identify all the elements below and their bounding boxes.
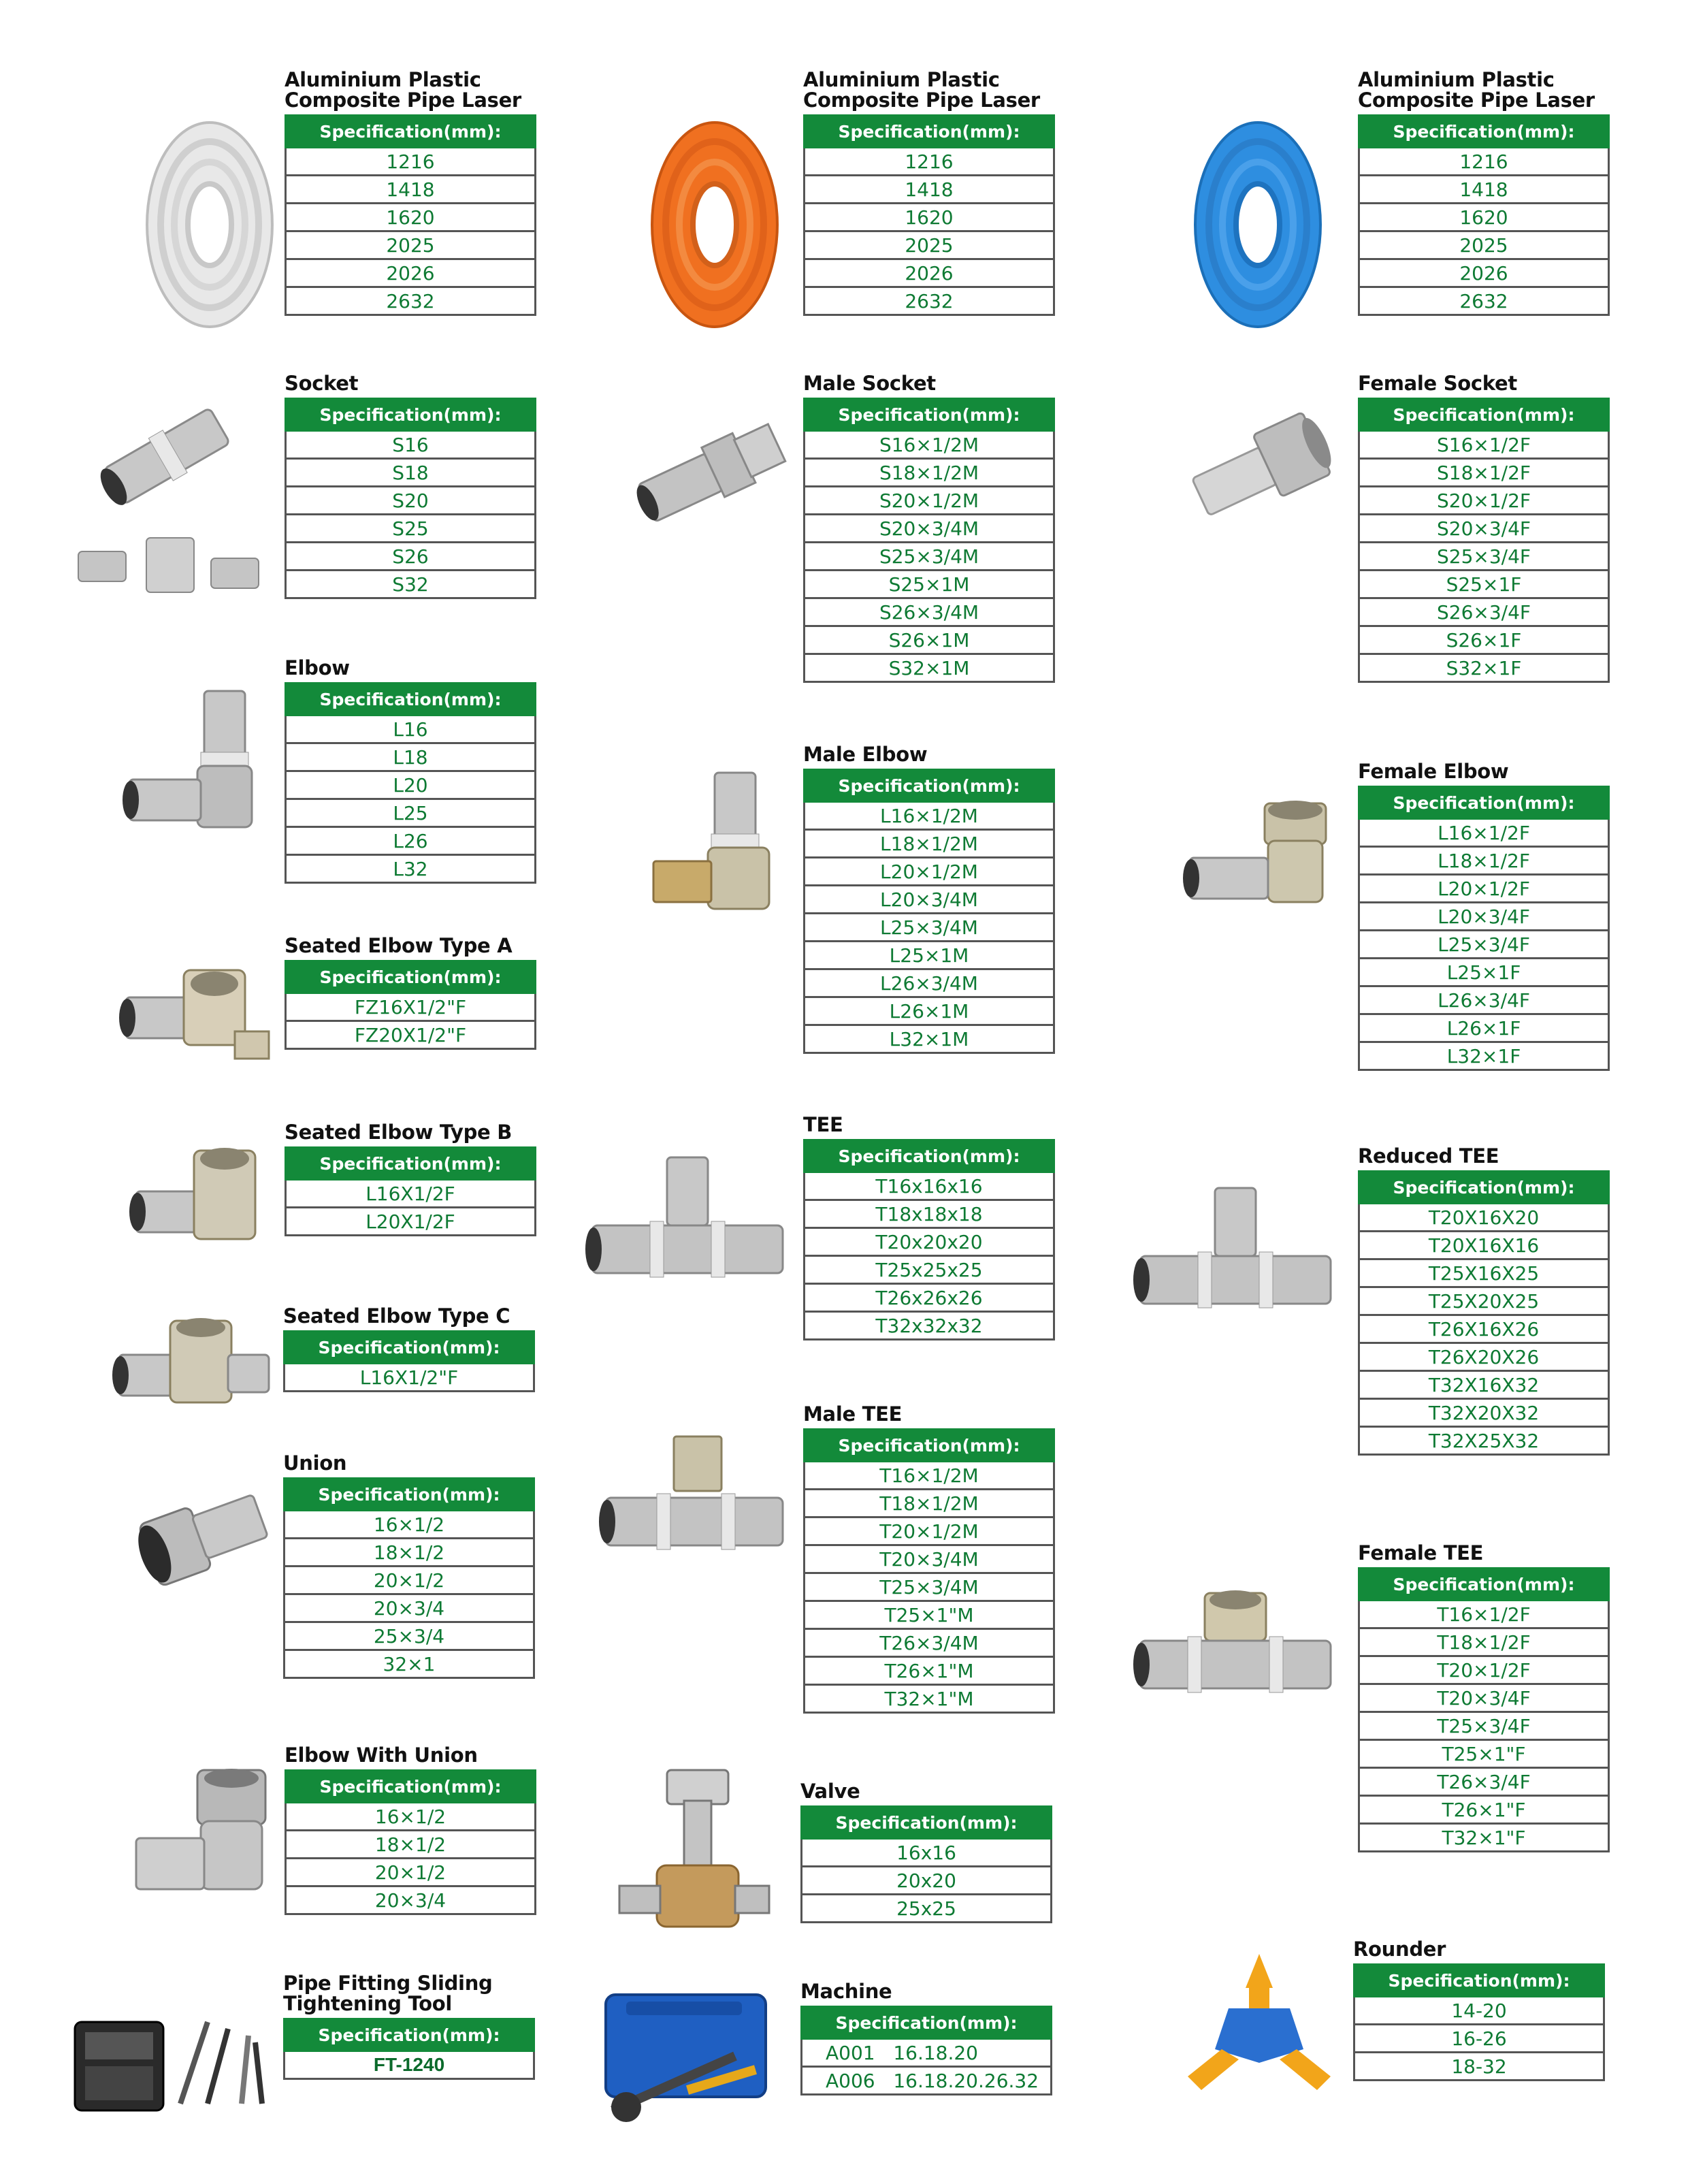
male-socket-fitting-icon [633, 415, 790, 531]
spec-table [283, 1330, 535, 1392]
product-male-tee [803, 1404, 1055, 1714]
spec-table [803, 114, 1055, 316]
spec-row: 25×3/4 [285, 1622, 534, 1650]
spec-row: 1418 [1359, 176, 1609, 204]
spec-row: L26×1F [1359, 1014, 1609, 1042]
spec-row: S32×1M [805, 654, 1054, 682]
spec-row: S25×1M [805, 571, 1054, 598]
spec-row: S20×3/4F [1359, 515, 1609, 543]
spec-table [285, 1146, 536, 1236]
spec-row: 18-32 [1354, 2053, 1604, 2081]
spec-table [1358, 398, 1610, 683]
spec-row: 20×1/2 [285, 1567, 534, 1594]
product-title: TEE [803, 1113, 843, 1136]
spec-header: Specification(mm): [802, 1807, 1052, 1839]
female-socket-fitting-icon [1181, 408, 1337, 531]
spec-header: Specification(mm): [1359, 1569, 1609, 1601]
spec-row: FT-1240 [285, 2051, 534, 2079]
spec-row: T16x16x16 [805, 1172, 1054, 1200]
spec-row: L20×1/2F [1359, 875, 1609, 903]
spec-row: S18 [286, 459, 536, 487]
spec-header: Specification(mm): [285, 2019, 534, 2051]
product-female-tee [1358, 1543, 1610, 1852]
spec-row: 1216 [286, 148, 536, 176]
pipe-coil-blue-icon [1190, 116, 1326, 334]
spec-row: L32 [286, 855, 536, 883]
spec-row: 14-20 [1354, 1997, 1604, 2025]
female-tee-fitting-icon [1133, 1586, 1337, 1709]
spec-row: T26×1"M [805, 1657, 1054, 1685]
spec-row: S16×1/2M [805, 431, 1054, 459]
spec-row: L20 [286, 771, 536, 799]
product-title: Male Socket [803, 372, 936, 395]
spec-row: 2026 [286, 259, 536, 287]
spec-header: Specification(mm): [285, 1479, 534, 1511]
spec-row: T25×3/4M [805, 1573, 1054, 1601]
spec-row: 20x20 [802, 1867, 1052, 1895]
spec-row: T16×1/2F [1359, 1601, 1609, 1628]
spec-table [803, 1428, 1055, 1714]
spec-row: S26×1M [805, 626, 1054, 654]
product-title: Female Elbow [1358, 760, 1509, 783]
spec-row: T26X16X26 [1359, 1315, 1609, 1343]
spec-row: L25×1M [805, 942, 1054, 969]
spec-row: S32 [286, 571, 536, 598]
product-title: Elbow With Union [285, 1744, 478, 1767]
spec-row: T32X16X32 [1359, 1371, 1609, 1399]
product-title: Elbow [285, 656, 350, 679]
spec-row: L25×3/4F [1359, 931, 1609, 959]
rounder-tool-icon [1174, 1947, 1344, 2097]
spec-row: T25×1"M [805, 1601, 1054, 1629]
spec-header: Specification(mm): [1359, 1172, 1609, 1204]
product-sliding-tool [283, 1973, 535, 2080]
spec-row: T18×1/2M [805, 1490, 1054, 1517]
product-title: Socket [285, 372, 359, 395]
spec-row: 16x16 [802, 1839, 1052, 1867]
spec-row: S26 [286, 543, 536, 571]
product-socket [285, 373, 536, 599]
spec-row: 2632 [1359, 287, 1609, 315]
machine-row [802, 2067, 1052, 2095]
spec-table [285, 398, 536, 599]
spec-row: L25×1F [1359, 959, 1609, 986]
product-title: Seated Elbow Type C [283, 1304, 510, 1328]
product-title: Female Socket [1358, 372, 1517, 395]
elbow-fitting-icon [123, 684, 272, 848]
spec-row: 1620 [1359, 204, 1609, 231]
machine-code: A001 [826, 2041, 875, 2064]
spec-header: Specification(mm): [805, 1140, 1054, 1172]
spec-header: Specification(mm): [286, 116, 536, 148]
spec-row: T32X25X32 [1359, 1427, 1609, 1455]
spec-table [803, 769, 1055, 1054]
spec-row: S20 [286, 487, 536, 515]
machine-sizes: 16.18.20.26.32 [893, 2069, 1039, 2092]
machine-row [802, 2039, 1052, 2067]
product-title: Machine [800, 1980, 892, 2003]
spec-table [283, 1477, 535, 1679]
spec-header: Specification(mm): [805, 1430, 1054, 1462]
spec-row: L20×3/4M [805, 886, 1054, 914]
spec-row: S25×3/4M [805, 543, 1054, 571]
spec-row: 16-26 [1354, 2025, 1604, 2053]
spec-row: S16 [286, 431, 536, 459]
spec-header: Specification(mm): [805, 116, 1054, 148]
machine-code: A006 [826, 2069, 875, 2092]
product-title: Seated Elbow Type A [285, 934, 513, 957]
spec-row: T18x18x18 [805, 1200, 1054, 1228]
product-female-elbow [1358, 761, 1610, 1071]
spec-row: S26×3/4M [805, 598, 1054, 626]
product-seated-elbow-b [285, 1122, 536, 1236]
seated-elbow-c-fitting-icon [112, 1307, 272, 1416]
spec-row: T20×1/2M [805, 1517, 1054, 1545]
spec-row: 1216 [805, 148, 1054, 176]
spec-row: L20×3/4F [1359, 903, 1609, 931]
spec-row: L20×1/2M [805, 858, 1054, 886]
spec-table [285, 1769, 536, 1915]
spec-row: S20×3/4M [805, 515, 1054, 543]
spec-row: L32×1M [805, 1025, 1054, 1053]
spec-row: S25×3/4F [1359, 543, 1609, 571]
spec-row: 2026 [805, 259, 1054, 287]
spec-table [283, 2018, 535, 2080]
spec-table [1358, 1170, 1610, 1456]
spec-table [800, 2006, 1052, 2095]
reduced-tee-fitting-icon [1133, 1181, 1337, 1317]
spec-row: 32×1 [285, 1650, 534, 1678]
spec-header: Specification(mm): [1354, 1965, 1604, 1997]
product-title: Valve [800, 1780, 860, 1803]
product-pipe-white [285, 69, 536, 316]
spec-row: T32×1"F [1359, 1824, 1609, 1852]
spec-row: 2025 [286, 231, 536, 259]
spec-row: 16×1/2 [285, 1511, 534, 1539]
spec-row: T20×1/2F [1359, 1656, 1609, 1684]
spec-row: L18 [286, 743, 536, 771]
spec-row: S25 [286, 515, 536, 543]
spec-row: L16X1/2F [286, 1180, 536, 1208]
female-elbow-fitting-icon [1183, 797, 1340, 933]
spec-row: T20×3/4M [805, 1545, 1054, 1573]
spec-row: T20×3/4F [1359, 1684, 1609, 1712]
tool-kit-icon [71, 2008, 276, 2117]
spec-row: 18×1/2 [285, 1539, 534, 1567]
spec-header: Specification(mm): [1359, 399, 1609, 431]
spec-row: 20×3/4 [286, 1886, 536, 1914]
spec-row: 1418 [805, 176, 1054, 204]
union-fitting-icon [133, 1477, 272, 1596]
pipe-coil-orange-icon [647, 116, 783, 334]
spec-row: T26×3/4M [805, 1629, 1054, 1657]
spec-row: 16×1/2 [286, 1803, 536, 1831]
product-male-socket [803, 373, 1055, 683]
spec-row: L25×3/4M [805, 914, 1054, 942]
spec-row: T32X20X32 [1359, 1399, 1609, 1427]
product-title: Male TEE [803, 1402, 903, 1426]
spec-row: L16×1/2F [1359, 819, 1609, 847]
spec-header: Specification(mm): [286, 1771, 536, 1803]
seated-elbow-a-fitting-icon [119, 957, 276, 1072]
spec-table [1358, 786, 1610, 1071]
spec-row: S26×1F [1359, 626, 1609, 654]
spec-row: 25x25 [802, 1895, 1052, 1923]
spec-row: L18×1/2M [805, 830, 1054, 858]
spec-row: S26×3/4F [1359, 598, 1609, 626]
spec-row: FZ20X1/2"F [286, 1021, 536, 1049]
male-elbow-fitting-icon [647, 766, 796, 929]
spec-table [285, 682, 536, 884]
spec-row: 1216 [1359, 148, 1609, 176]
spec-row: 2025 [1359, 231, 1609, 259]
spec-row: S20×1/2F [1359, 487, 1609, 515]
crimping-machine-icon [599, 1988, 773, 2124]
spec-header: Specification(mm): [1359, 116, 1609, 148]
product-title: Rounder [1353, 1938, 1446, 1961]
spec-row: L26×3/4F [1359, 986, 1609, 1014]
spec-row: L16X1/2"F [285, 1364, 534, 1392]
product-valve [800, 1781, 1052, 1923]
spec-row: L25 [286, 799, 536, 827]
product-male-elbow [803, 744, 1055, 1054]
machine-sizes: 16.18.20 [893, 2041, 978, 2064]
product-elbow-with-union [285, 1745, 536, 1915]
spec-row: T16×1/2M [805, 1462, 1054, 1490]
spec-row: T20X16X20 [1359, 1204, 1609, 1232]
product-title: Aluminium Plastic Composite Pipe Laser [803, 68, 1040, 112]
spec-row: T25×1"F [1359, 1740, 1609, 1768]
spec-table [803, 1139, 1055, 1340]
spec-row: S18×1/2F [1359, 459, 1609, 487]
spec-row: T26X20X26 [1359, 1343, 1609, 1371]
spec-row: T26×1"F [1359, 1796, 1609, 1824]
valve-icon [616, 1763, 773, 1940]
spec-table [1358, 114, 1610, 316]
spec-table [800, 1805, 1052, 1923]
product-union [283, 1453, 535, 1679]
spec-row: FZ16X1/2"F [286, 993, 536, 1021]
spec-header: Specification(mm): [802, 2007, 1052, 2039]
spec-row: S18×1/2M [805, 459, 1054, 487]
spec-header: Specification(mm): [286, 399, 536, 431]
product-title: Reduced TEE [1358, 1144, 1499, 1168]
spec-header: Specification(mm): [805, 399, 1054, 431]
spec-header: Specification(mm): [1359, 787, 1609, 819]
product-title: Pipe Fitting Sliding Tightening Tool [283, 1972, 493, 2015]
product-female-socket [1358, 373, 1610, 683]
spec-row: 18×1/2 [286, 1831, 536, 1859]
spec-row: L18×1/2F [1359, 847, 1609, 875]
spec-row: 2632 [286, 287, 536, 315]
spec-row: L26×3/4M [805, 969, 1054, 997]
male-tee-fitting-icon [599, 1430, 790, 1566]
product-pipe-orange [803, 69, 1055, 316]
spec-row: T26×3/4F [1359, 1768, 1609, 1796]
spec-row: L16×1/2M [805, 802, 1054, 830]
spec-header: Specification(mm): [286, 1148, 536, 1180]
product-seated-elbow-a [285, 935, 536, 1050]
spec-row: T18×1/2F [1359, 1628, 1609, 1656]
spec-row: T20X16X16 [1359, 1232, 1609, 1259]
spec-header: Specification(mm): [805, 770, 1054, 802]
spec-row: T32x32x32 [805, 1312, 1054, 1340]
product-pipe-blue [1358, 69, 1610, 316]
product-title: Aluminium Plastic Composite Pipe Laser [1358, 68, 1595, 112]
spec-table [1358, 1567, 1610, 1852]
spec-row: L32×1F [1359, 1042, 1609, 1070]
spec-row: 1620 [286, 204, 536, 231]
spec-row: S25×1F [1359, 571, 1609, 598]
product-title: Male Elbow [803, 743, 928, 766]
product-title: Aluminium Plastic Composite Pipe Laser [285, 68, 521, 112]
spec-row: T25X20X25 [1359, 1287, 1609, 1315]
spec-row: L26×1M [805, 997, 1054, 1025]
spec-row: L26 [286, 827, 536, 855]
spec-row: 1418 [286, 176, 536, 204]
socket-fitting-icon [65, 388, 276, 606]
spec-table [1353, 1963, 1605, 2081]
spec-row: T25x25x25 [805, 1256, 1054, 1284]
spec-row: T25X16X25 [1359, 1259, 1609, 1287]
spec-row: T32×1"M [805, 1685, 1054, 1713]
spec-header: Specification(mm): [286, 684, 536, 716]
product-seated-elbow-c [283, 1306, 535, 1392]
spec-table [803, 398, 1055, 683]
spec-header: Specification(mm): [285, 1332, 534, 1364]
product-elbow [285, 658, 536, 884]
product-machine [800, 1981, 1052, 2095]
spec-row: 20×3/4 [285, 1594, 534, 1622]
spec-row: 2026 [1359, 259, 1609, 287]
product-rounder [1353, 1939, 1605, 2081]
spec-row: T26x26x26 [805, 1284, 1054, 1312]
elbow-union-fitting-icon [129, 1763, 272, 1906]
spec-row: 2025 [805, 231, 1054, 259]
spec-table [285, 960, 536, 1050]
product-title: Union [283, 1451, 347, 1475]
spec-row: T20x20x20 [805, 1228, 1054, 1256]
product-reduced-tee [1358, 1146, 1610, 1456]
spec-row: 2632 [805, 287, 1054, 315]
spec-row: S20×1/2M [805, 487, 1054, 515]
pipe-coil-white-icon [142, 116, 278, 334]
product-title: Seated Elbow Type B [285, 1121, 513, 1144]
spec-row: S32×1F [1359, 654, 1609, 682]
spec-row: L16 [286, 716, 536, 743]
spec-row: T25×3/4F [1359, 1712, 1609, 1740]
spec-row: L20X1/2F [286, 1208, 536, 1236]
product-title: Female TEE [1358, 1541, 1484, 1564]
spec-table [285, 114, 536, 316]
product-tee [803, 1114, 1055, 1340]
spec-row: S16×1/2F [1359, 431, 1609, 459]
spec-row: 20×1/2 [286, 1859, 536, 1886]
seated-elbow-b-fitting-icon [129, 1137, 272, 1253]
spec-row: 1620 [805, 204, 1054, 231]
spec-header: Specification(mm): [286, 961, 536, 993]
tee-fitting-icon [585, 1151, 790, 1287]
